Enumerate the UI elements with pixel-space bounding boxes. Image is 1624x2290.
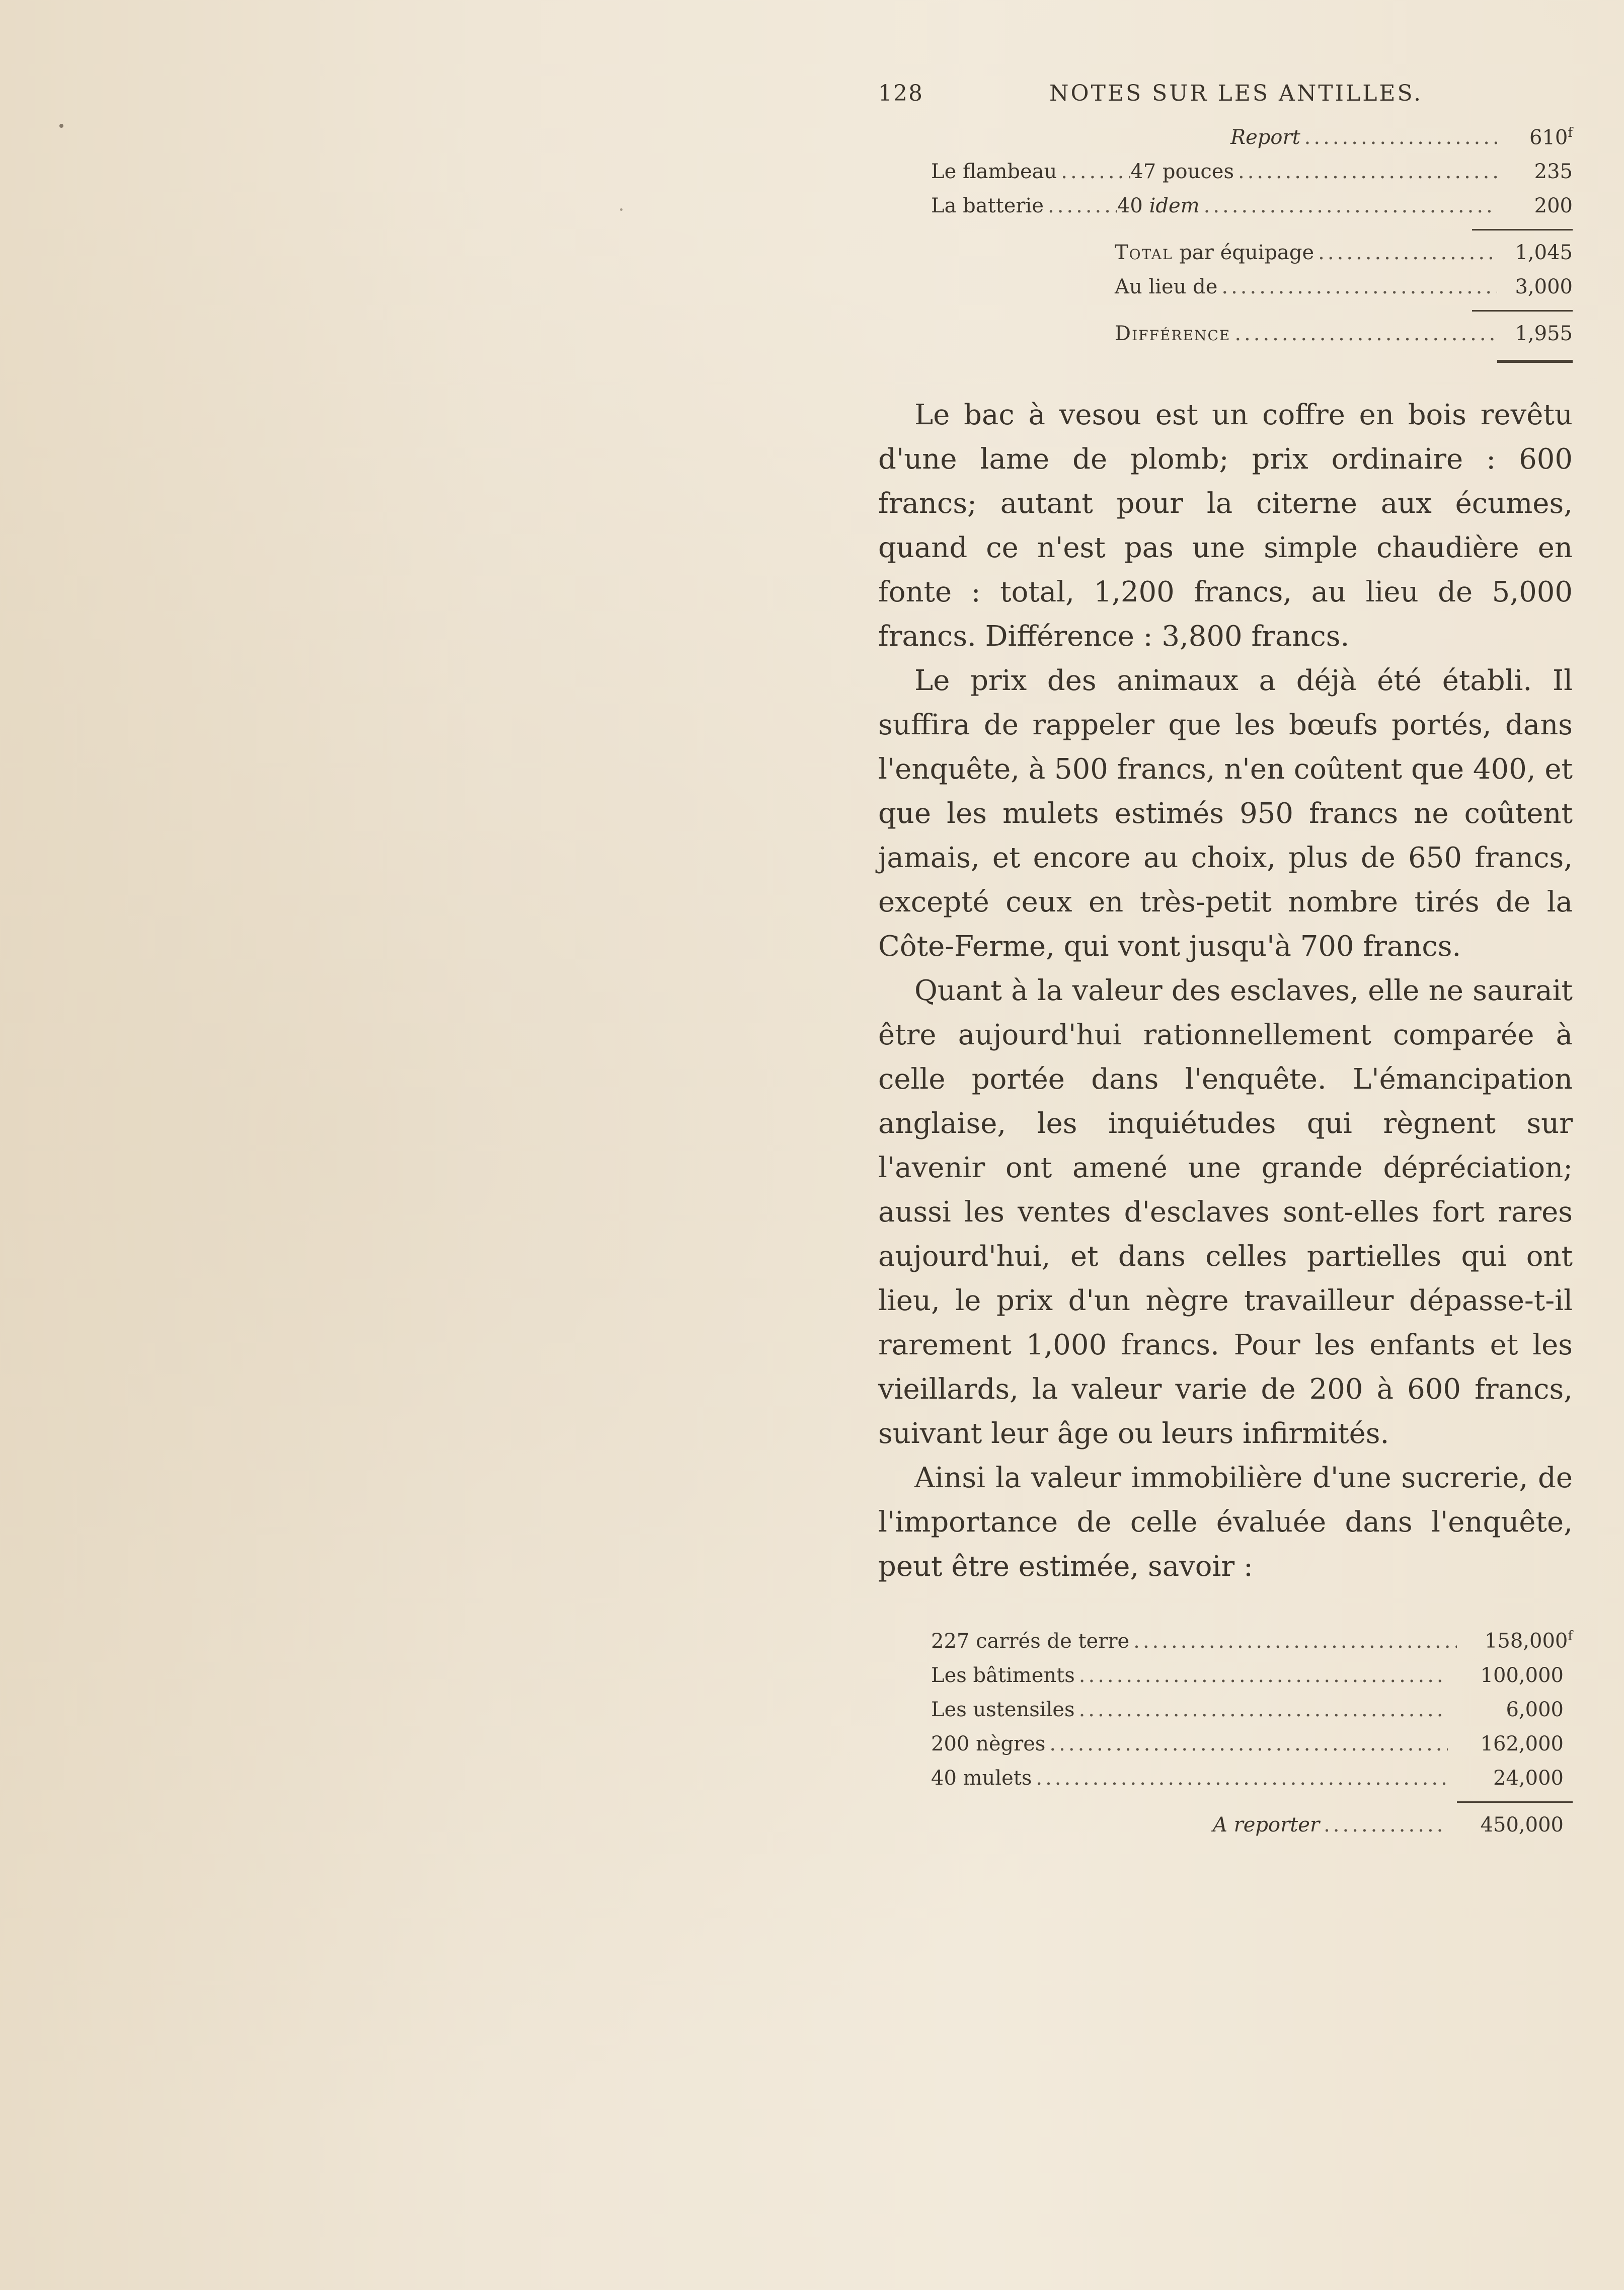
report-row [878,116,1573,155]
total-row [878,236,1573,270]
row-value: 6,000 [1506,1698,1564,1721]
body-text [878,393,1573,1589]
row-spec: 47 pouces [1130,160,1234,184]
paragraph: Ainsi la valeur immobilière d'une sucrerie, de l'importance de celle évaluée dans l'enquête, peut être estimée, savoir : [878,1462,1573,1583]
ink-speck [620,208,623,211]
instead-row [878,270,1573,304]
paragraph: Le bac à vesou est un coffre en bois revêtu d'une lame de plomb; prix ordinaire : 600 francs; autant pour la citerne aux écumes, quand ce n'est pas une simple chaudière en fonte : total, 1,200 francs, au lieu de 5,000 francs. Différence : 3,800 francs. [878,399,1573,653]
leader-dots [1300,120,1497,155]
instead-value: 3,000 [1515,275,1573,299]
paragraph: Quant à la valeur des esclaves, elle ne saurait être aujourd'hui rationnellement comparée à celle portée dans l'enquête. L'émancipation anglaise, les inquiétudes qui règnent sur l'avenir ont amené une grande dépréciation; aussi les ventes d'esclaves sont-elles fort rares aujourd'hui, et dans celles partielles qui ont lieu, le prix d'un nègre travailleur dépasse-t-il rarement 1,000 francs. Pour les enfants et les vieillards, la valeur varie de 200 à 600 francs, suivant leur âge ou leurs infirmités. [878,974,1573,1451]
carry-value: 450,000 [1480,1813,1564,1837]
leader-dots [1032,1761,1448,1795]
row-value: 162,000 [1480,1732,1564,1755]
row-label: La batterie [931,194,1044,218]
table-row [931,1693,1573,1727]
table-row [931,1619,1573,1658]
leader-dots [1075,1658,1448,1693]
valuation-table [878,1619,1573,1842]
report-label: Report [1230,126,1300,149]
paragraph: Le prix des animaux a déjà été établi. Il suffira de rappeler que les bœufs portés, dans l'enquête, à 500 francs, n'en coûtent que 400, et que les mulets estimés 950 francs ne coûtent jamais, et encore au choix, plus de 650 francs, excepté ceux en très-petit nombre tirés de la Côte-Ferme, qui vont jusqu'à 700 francs. [878,664,1573,963]
row-value: 200 [1534,194,1573,218]
row-value: 24,000 [1493,1766,1564,1790]
difference-label: Différence [1115,322,1231,346]
leader-dots [1129,1624,1457,1658]
carry-label: A reporter [1213,1813,1320,1837]
leader-dots [1057,155,1130,189]
sum-rule [1472,310,1573,312]
row-value: 158,000$^f$ [1484,1629,1573,1653]
leader-dots [1044,189,1117,223]
row-label: 200 nègres [931,1732,1046,1755]
double-rule [1497,360,1573,363]
row-label: Les bâtiments [931,1663,1075,1687]
running-header [878,81,1573,116]
row-value: 235 [1534,160,1573,184]
table-row [878,189,1573,223]
row-label: 40 mulets [931,1766,1032,1790]
row-value: 100,000 [1480,1663,1564,1687]
leader-dots [1314,236,1497,270]
leader-dots [1230,317,1497,351]
row-spec: 40 idem [1117,194,1200,218]
cost-table [878,116,1573,363]
leader-dots [1075,1693,1448,1727]
sum-rule [1472,229,1573,231]
leader-dots [1200,189,1497,223]
row-label: 227 carrés de terre [931,1629,1130,1653]
table-row [931,1658,1573,1693]
leader-dots [1234,155,1497,189]
page-number: 128 [878,81,923,106]
table-row [878,155,1573,189]
total-value: 1,045 [1515,241,1573,265]
table-row [931,1727,1573,1761]
leader-dots [1320,1808,1448,1842]
instead-label: Au lieu de [1115,275,1218,299]
leader-dots [1217,270,1497,304]
difference-value: 1,955 [1515,322,1573,346]
row-label: Les ustensiles [931,1698,1075,1721]
text-column [878,81,1573,1842]
sum-rule [1457,1801,1573,1803]
leader-dots [1045,1727,1448,1761]
carry-row [931,1808,1573,1842]
row-label: Le flambeau [931,160,1057,184]
report-value: 610$^f$ [1529,125,1573,149]
total-label: Total par équipage [1115,241,1314,265]
running-title: NOTES SUR LES ANTILLES. [1049,81,1423,106]
table-row [931,1761,1573,1795]
ink-speck [59,124,63,128]
difference-row [878,317,1573,351]
